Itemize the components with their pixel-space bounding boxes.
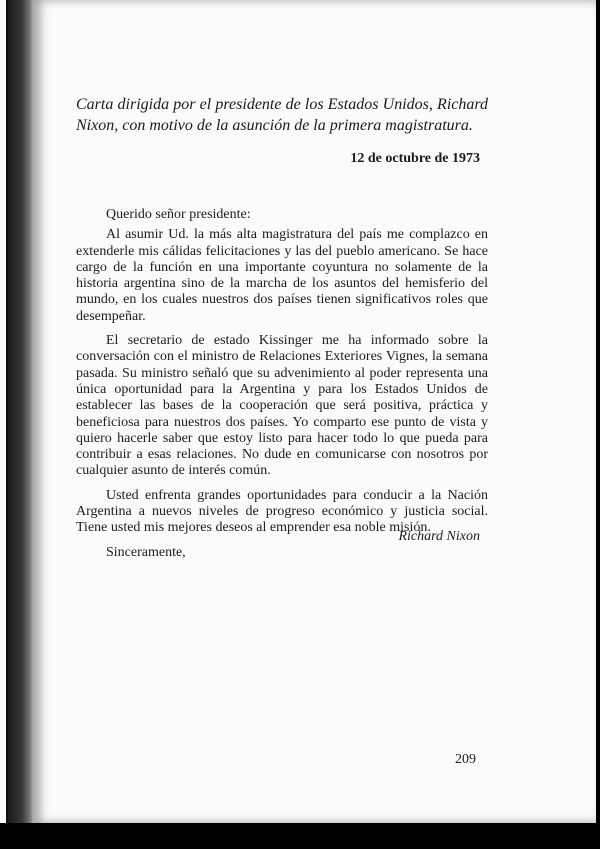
letter-date: 12 de octubre de 1973 [350, 151, 480, 166]
paragraph-2: El secretario de estado Kissinger me ha informado sobre la conversación con el ministro de Relaciones Exteriores Vignes, la semana pasada. Su ministro señaló que su advenimiento al poder representa una única oportunidad para la Argentina y para los Estados Unidos de establecer las bases de la cooperación que será positiva, práctica y beneficiosa para nuestros dos países. Yo comparto ese punto de vista y quiero hacerle saber que estoy listo para hacer todo lo que pueda para contribuir a esas relaciones. No dude en comunicarse con nosotros por cualquier asunto de interés común. [76, 333, 488, 479]
paragraph-3: Usted enfrenta grandes oportunidades para conducir a la Nación Argentina a nuevos niveles de progreso económico y justicia social. Tiene usted mis mejores deseos al emprender esa noble misión. [76, 487, 488, 536]
closing: Sinceramente, [106, 544, 186, 560]
letter-heading: Carta dirigida por el presidente de los Estados Unidos, Richard Nixon, con motivo de la asunción de la primera magistratura. [76, 96, 488, 134]
scan-bottom-edge [0, 823, 600, 849]
page-number: 209 [455, 752, 476, 767]
book-binding-edge [0, 0, 34, 849]
salutation: Querido señor presidente: [106, 207, 251, 222]
book-page [34, 0, 596, 823]
paragraph-1: Al asumir Ud. la más alta magistratura del país me complazco en extenderle mis cálidas felicitaciones y las del pueblo americano. Se hace cargo de la función en una importante coyuntura no solamente de la historia argentina sino de la marcha de los asuntos del hemisferio del mundo, en los cuales nuestros dos países tienen significativos roles que desempeñar. [76, 227, 488, 324]
signature: Richard Nixon [398, 529, 480, 544]
letter-body [76, 207, 488, 561]
